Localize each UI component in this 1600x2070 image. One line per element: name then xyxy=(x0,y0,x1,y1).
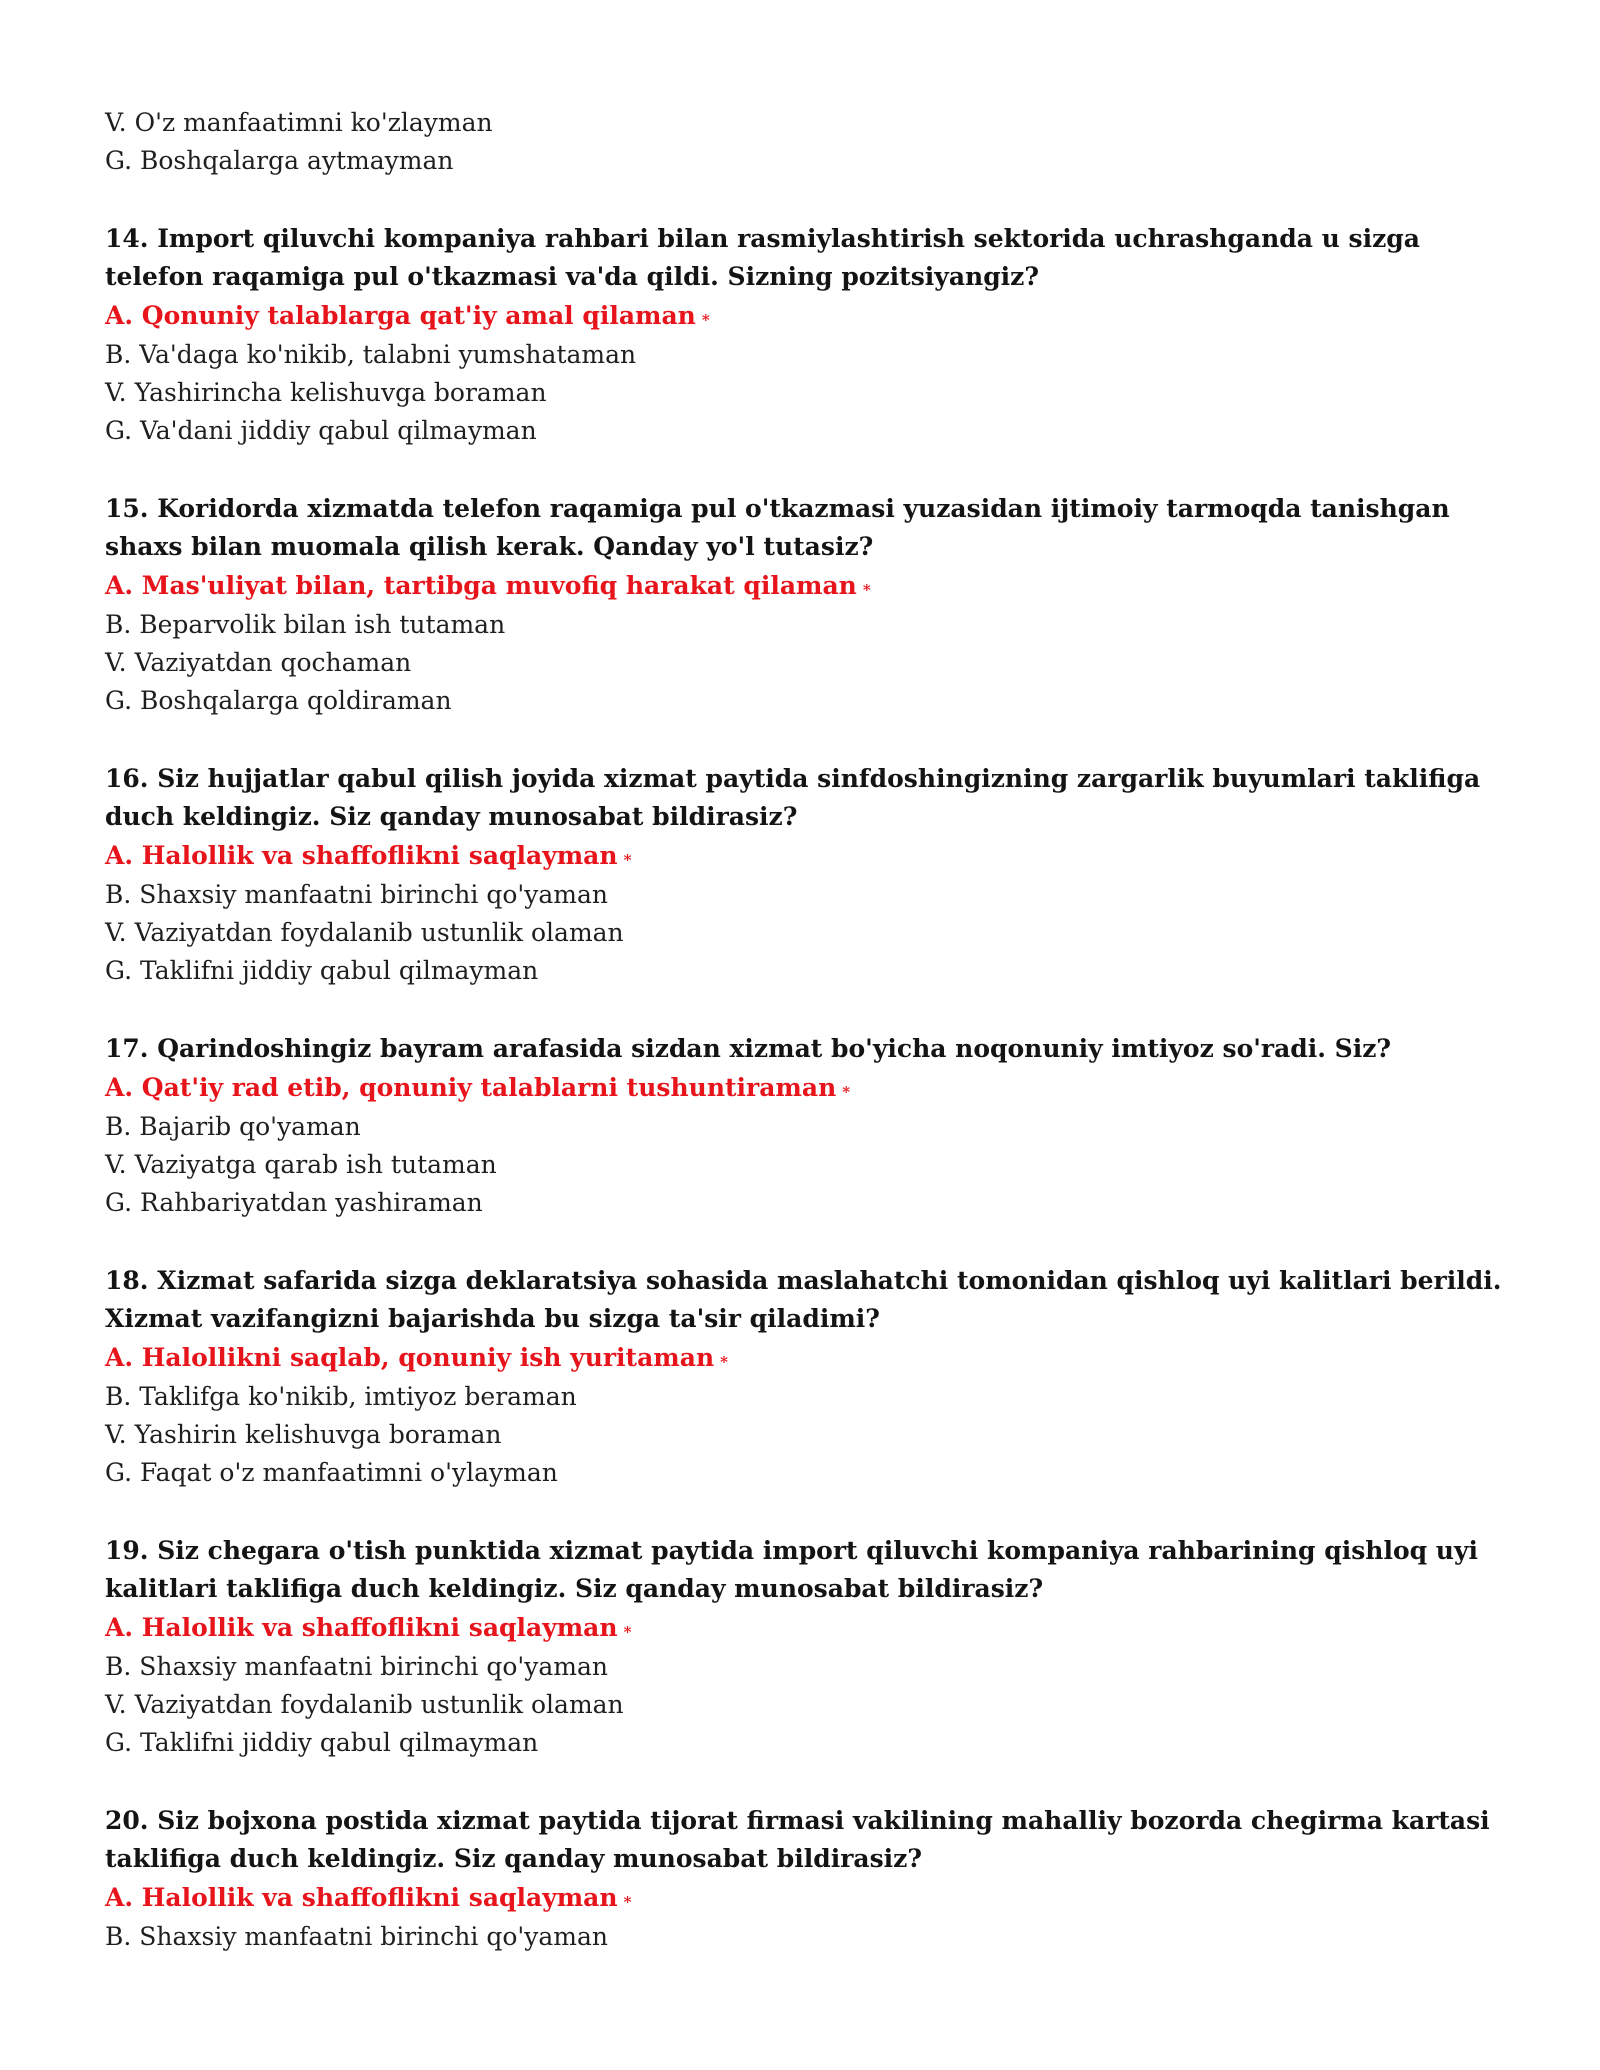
option: G. Taklifni jiddiy qabul qilmayman xyxy=(105,1728,539,1757)
question-text: 16. Siz hujjatlar qabul qilish joyida xizmat paytida sinfdoshingizning zargarlik buyumlari taklifiga duch keldingiz. Siz qanday munosabat bildirasiz? xyxy=(105,764,1481,831)
correct-answer: A. Qonuniy talablarga qat'iy amal qilaman * xyxy=(105,301,710,330)
question-text: 17. Qarindoshingiz bayram arafasida sizdan xizmat bo'yicha noqonuniy imtiyoz so'radi. Siz? xyxy=(105,1034,1392,1063)
correct-marker: * xyxy=(842,1083,851,1101)
correct-marker: * xyxy=(623,851,632,869)
option: B. Beparvolik bilan ish tutaman xyxy=(105,610,506,639)
leading-options xyxy=(105,104,1500,180)
option: G. Taklifni jiddiy qabul qilmayman xyxy=(105,956,539,985)
question-text: 18. Xizmat safarida sizga deklaratsiya sohasida maslahatchi tomonidan qishloq uyi kalitlari berildi. Xizmat vazifangizni bajarishda bu sizga ta'sir qiladimi? xyxy=(105,1266,1502,1333)
question-text: 19. Siz chegara o'tish punktida xizmat paytida import qiluvchi kompaniya rahbarining qishloq uyi kalitlari taklifiga duch keldingiz. Siz qanday munosabat bildirasiz? xyxy=(105,1536,1478,1603)
correct-marker: * xyxy=(720,1353,728,1371)
option: G. Va'dani jiddiy qabul qilmayman xyxy=(105,416,537,445)
question-text: 20. Siz bojxona postida xizmat paytida tijorat firmasi vakilining mahalliy bozorda chegirma kartasi taklifiga duch keldingiz. Siz qanday munosabat bildirasiz? xyxy=(105,1806,1490,1873)
correct-marker: * xyxy=(701,311,710,329)
question-14 xyxy=(105,220,1500,450)
option: V. Vaziyatdan qochaman xyxy=(105,648,412,677)
question-17 xyxy=(105,1030,1500,1222)
question-18 xyxy=(105,1262,1500,1492)
option: G. Boshqalarga qoldiraman xyxy=(105,686,452,715)
correct-answer: A. Mas'uliyat bilan, tartibga muvofiq harakat qilaman * xyxy=(105,571,871,600)
option: V. O'z manfaatimni ko'zlayman xyxy=(105,108,493,137)
option: V. Vaziyatdan foydalanib ustunlik olaman xyxy=(105,918,624,947)
option: G. Boshqalarga aytmayman xyxy=(105,146,454,175)
correct-answer: A. Halollikni saqlab, qonuniy ish yuritaman * xyxy=(105,1343,728,1372)
question-15 xyxy=(105,490,1500,720)
option: B. Shaxsiy manfaatni birinchi qo'yaman xyxy=(105,880,609,909)
question-text: 15. Koridorda xizmatda telefon raqamiga pul o'tkazmasi yuzasidan ijtimoiy tarmoqda tanishgan shaxs bilan muomala qilish kerak. Qanday yo'l tutasiz? xyxy=(105,494,1450,561)
correct-marker: * xyxy=(862,581,871,599)
correct-answer: A. Qat'iy rad etib, qonuniy talablarni tushuntiraman * xyxy=(105,1073,851,1102)
correct-marker: * xyxy=(623,1893,632,1911)
option: G. Rahbariyatdan yashiraman xyxy=(105,1188,483,1217)
option: B. Va'daga ko'nikib, talabni yumshataman xyxy=(105,340,637,369)
option: V. Vaziyatdan foydalanib ustunlik olaman xyxy=(105,1690,624,1719)
option: V. Yashirincha kelishuvga boraman xyxy=(105,378,547,407)
correct-answer: A. Halollik va shaffoflikni saqlayman * xyxy=(105,1883,632,1912)
option: B. Shaxsiy manfaatni birinchi qo'yaman xyxy=(105,1652,609,1681)
option: B. Bajarib qo'yaman xyxy=(105,1112,361,1141)
question-20 xyxy=(105,1802,1500,1956)
option: B. Shaxsiy manfaatni birinchi qo'yaman xyxy=(105,1922,609,1951)
correct-answer: A. Halollik va shaffoflikni saqlayman * xyxy=(105,841,632,870)
option: V. Vaziyatga qarab ish tutaman xyxy=(105,1150,497,1179)
correct-marker: * xyxy=(623,1623,632,1641)
option: V. Yashirin kelishuvga boraman xyxy=(105,1420,502,1449)
question-16 xyxy=(105,760,1500,990)
option: G. Faqat o'z manfaatimni o'ylayman xyxy=(105,1458,558,1487)
question-19 xyxy=(105,1532,1500,1762)
option: B. Taklifga ko'nikib, imtiyoz beraman xyxy=(105,1382,577,1411)
question-text: 14. Import qiluvchi kompaniya rahbari bilan rasmiylashtirish sektorida uchrashganda u sizga telefon raqamiga pul o'tkazmasi va'da qildi. Sizning pozitsiyangiz? xyxy=(105,224,1420,291)
correct-answer: A. Halollik va shaffoflikni saqlayman * xyxy=(105,1613,632,1642)
